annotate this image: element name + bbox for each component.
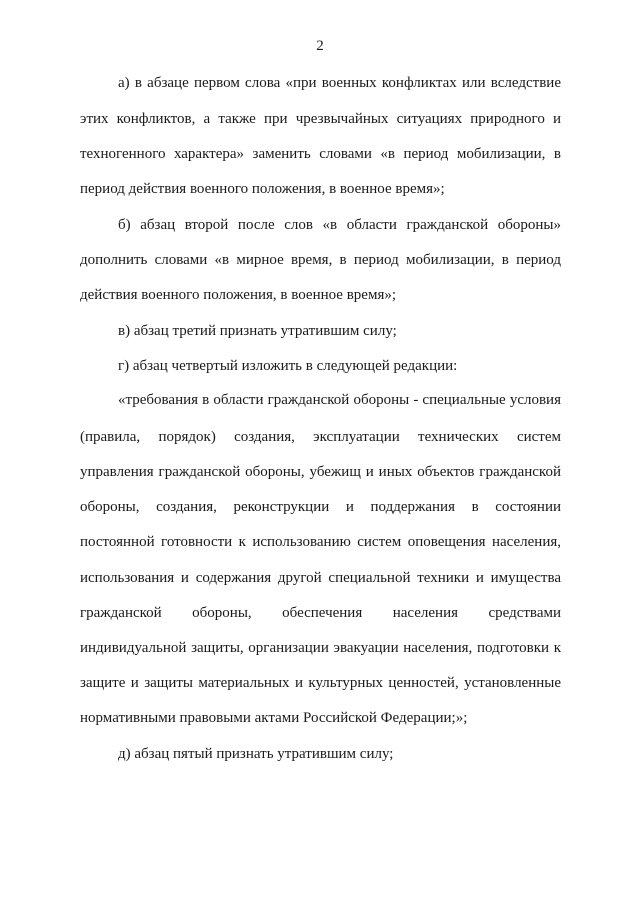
- item-d-line-1: д) абзац пятый признать утратившим силу;: [118, 746, 394, 762]
- quote-line-9: защите и защиты материальных и культурных ценностей, установленные: [80, 675, 561, 691]
- quote-line-4: обороны, создания, реконструкции и поддержания в состоянии: [80, 499, 561, 515]
- item-v-line-1: в) абзац третий признать утратившим силу;: [118, 323, 397, 339]
- quote-line-5: постоянной готовности к использованию систем оповещения населения,: [80, 534, 561, 550]
- item-a-line-2: этих конфликтов, а также при чрезвычайных ситуациях природного и: [80, 111, 561, 127]
- quote-line-7: гражданской обороны, обеспечения населения средствами: [80, 605, 561, 621]
- quote-line-3: управления гражданской обороны, убежищ и иных объектов гражданской: [80, 464, 561, 480]
- item-b-line-2: дополнить словами «в мирное время, в период мобилизации, в период: [80, 252, 561, 268]
- item-b-line-3: действия военного положения, в военное время»;: [80, 287, 397, 303]
- quote-line-1: «требования в области гражданской обороны - специальные условия: [118, 392, 561, 408]
- item-a-line-3: техногенного характера» заменить словами «в период мобилизации, в: [80, 146, 561, 162]
- item-a-line-1: а) в абзаце первом слова «при военных конфликтах или вследствие: [118, 75, 561, 91]
- item-a-line-4: период действия военного положения, в военное время»;: [80, 181, 445, 197]
- item-b-line-1: б) абзац второй после слов «в области гражданской обороны»: [118, 217, 561, 233]
- quote-line-10: нормативными правовыми актами Российской Федерации;»;: [80, 710, 468, 726]
- page-number: 2: [316, 38, 324, 54]
- quote-line-8: индивидуальной защиты, организации эвакуации населения, подготовки к: [80, 640, 561, 656]
- item-g-line-1: г) абзац четвертый изложить в следующей редакции:: [118, 358, 458, 374]
- quote-line-2: (правила, порядок) создания, эксплуатации технических систем: [80, 429, 561, 445]
- quote-line-6: использования и содержания другой специальной техники и имущества: [80, 570, 561, 586]
